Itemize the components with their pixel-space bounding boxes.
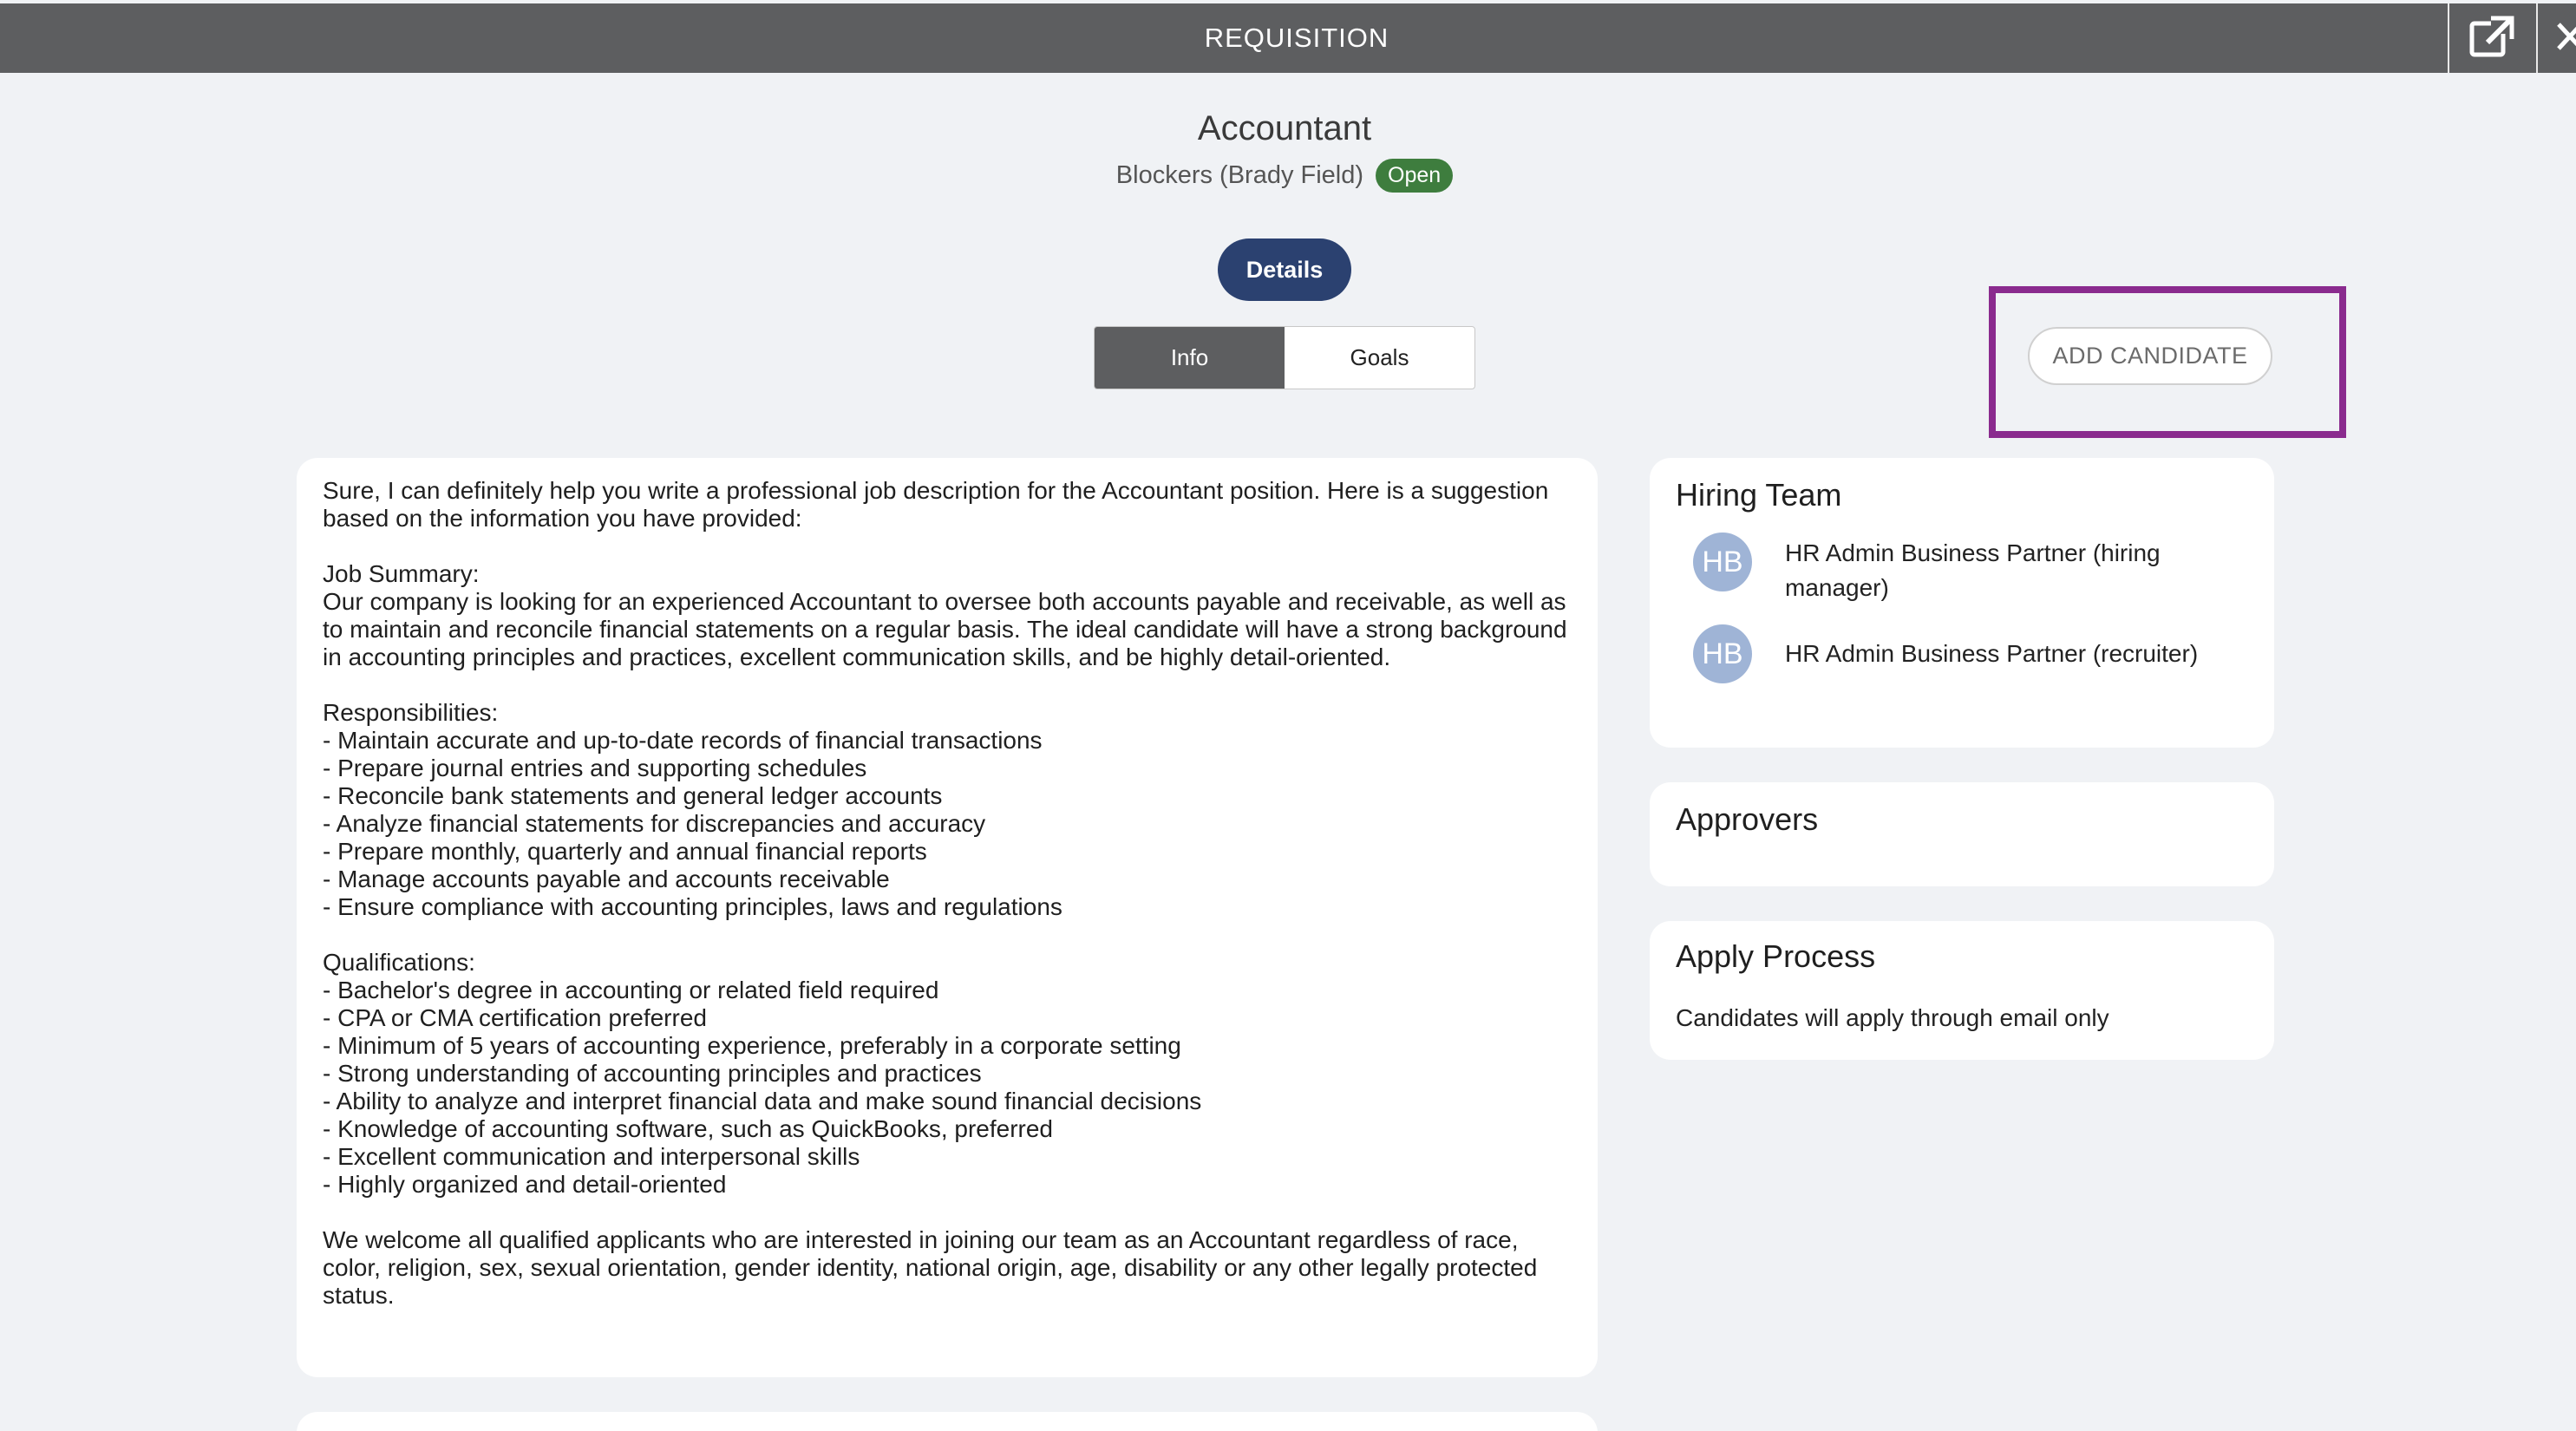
apply-process-card	[1650, 921, 2274, 1060]
job-description-text: Sure, I can definitely help you write a professional job description for the Accountant position. Here is a suggestion based on the information you have provided: Job Summary: Our company is looking for an experienced Accountant to oversee both accounts payable and receivable, as well as to maintain and reconcile financial statements on a regular basis. The ideal candidate will have a strong background in accounting principles and practices, excellent communication skills, and be highly detail-oriented. Responsibilities: - Maintain accurate and up-to-date records of financial transactions - Prepare journal entries and supporting schedules - Reconcile bank statements and general ledger accounts - Analyze financial statements for discrepancies and accuracy - Prepare monthly, quarterly and annual financial reports - Manage accounts payable and accounts receivable - Ensure compliance with accounting principles, laws and regulations Qualifications: - Bachelor's degree in accounting or related field required - CPA or CMA certification preferred - Minimum of 5 years of accounting experience, preferably in a corporate setting - Strong understanding of accounting principles and practices - Ability to analyze and interpret financial data and make sound financial decisions - Knowledge of accounting software, such as QuickBooks, preferred - Excellent communication and interpersonal skills - Highly organized and detail-oriented We welcome all qualified applicants who are interested in joining our team as an Accountant regardless of race, color, religion, sex, sexual orientation, gender identity, national origin, age, disability or any other legally protected status.	[323, 477, 1567, 1309]
apply-process-title: Apply Process	[1676, 938, 1876, 974]
team-member-name: HR Admin Business Partner (recruiter)	[1785, 640, 2199, 667]
top-bar	[0, 3, 2576, 73]
avatar: HB	[1693, 533, 1752, 591]
job-location: Blockers (Brady Field)	[1115, 161, 1364, 189]
details-button[interactable]: Details	[1218, 238, 1351, 301]
hiring-team-card	[1650, 458, 2274, 748]
tab-group	[1094, 326, 1475, 389]
approvers-title: Approvers	[1676, 801, 1819, 837]
job-subline	[0, 159, 2569, 193]
apply-process-text: Candidates will apply through email only	[1676, 1004, 2109, 1031]
team-member-name: HR Admin Business Partner (hiring manager)	[1785, 539, 2161, 601]
close-icon	[2555, 19, 2576, 58]
close-button[interactable]	[2536, 3, 2576, 73]
modal-title: REQUISITION	[1204, 23, 1389, 53]
tab-goals[interactable]: Goals	[1350, 344, 1409, 370]
popout-button[interactable]	[2448, 3, 2534, 73]
job-description-card	[297, 458, 1598, 1377]
team-member	[1676, 624, 2248, 683]
team-member	[1676, 533, 2248, 605]
approvers-card	[1650, 782, 2274, 886]
add-candidate-button[interactable]: ADD CANDIDATE	[2028, 327, 2272, 385]
status-badge: Open	[1376, 159, 1453, 193]
hiring-team-title: Hiring Team	[1676, 477, 1842, 513]
avatar: HB	[1693, 624, 1752, 683]
tab-info[interactable]: Info	[1095, 327, 1285, 389]
job-title: Accountant	[1197, 109, 1372, 147]
external-link-icon	[2468, 15, 2515, 62]
next-card	[297, 1412, 1598, 1431]
